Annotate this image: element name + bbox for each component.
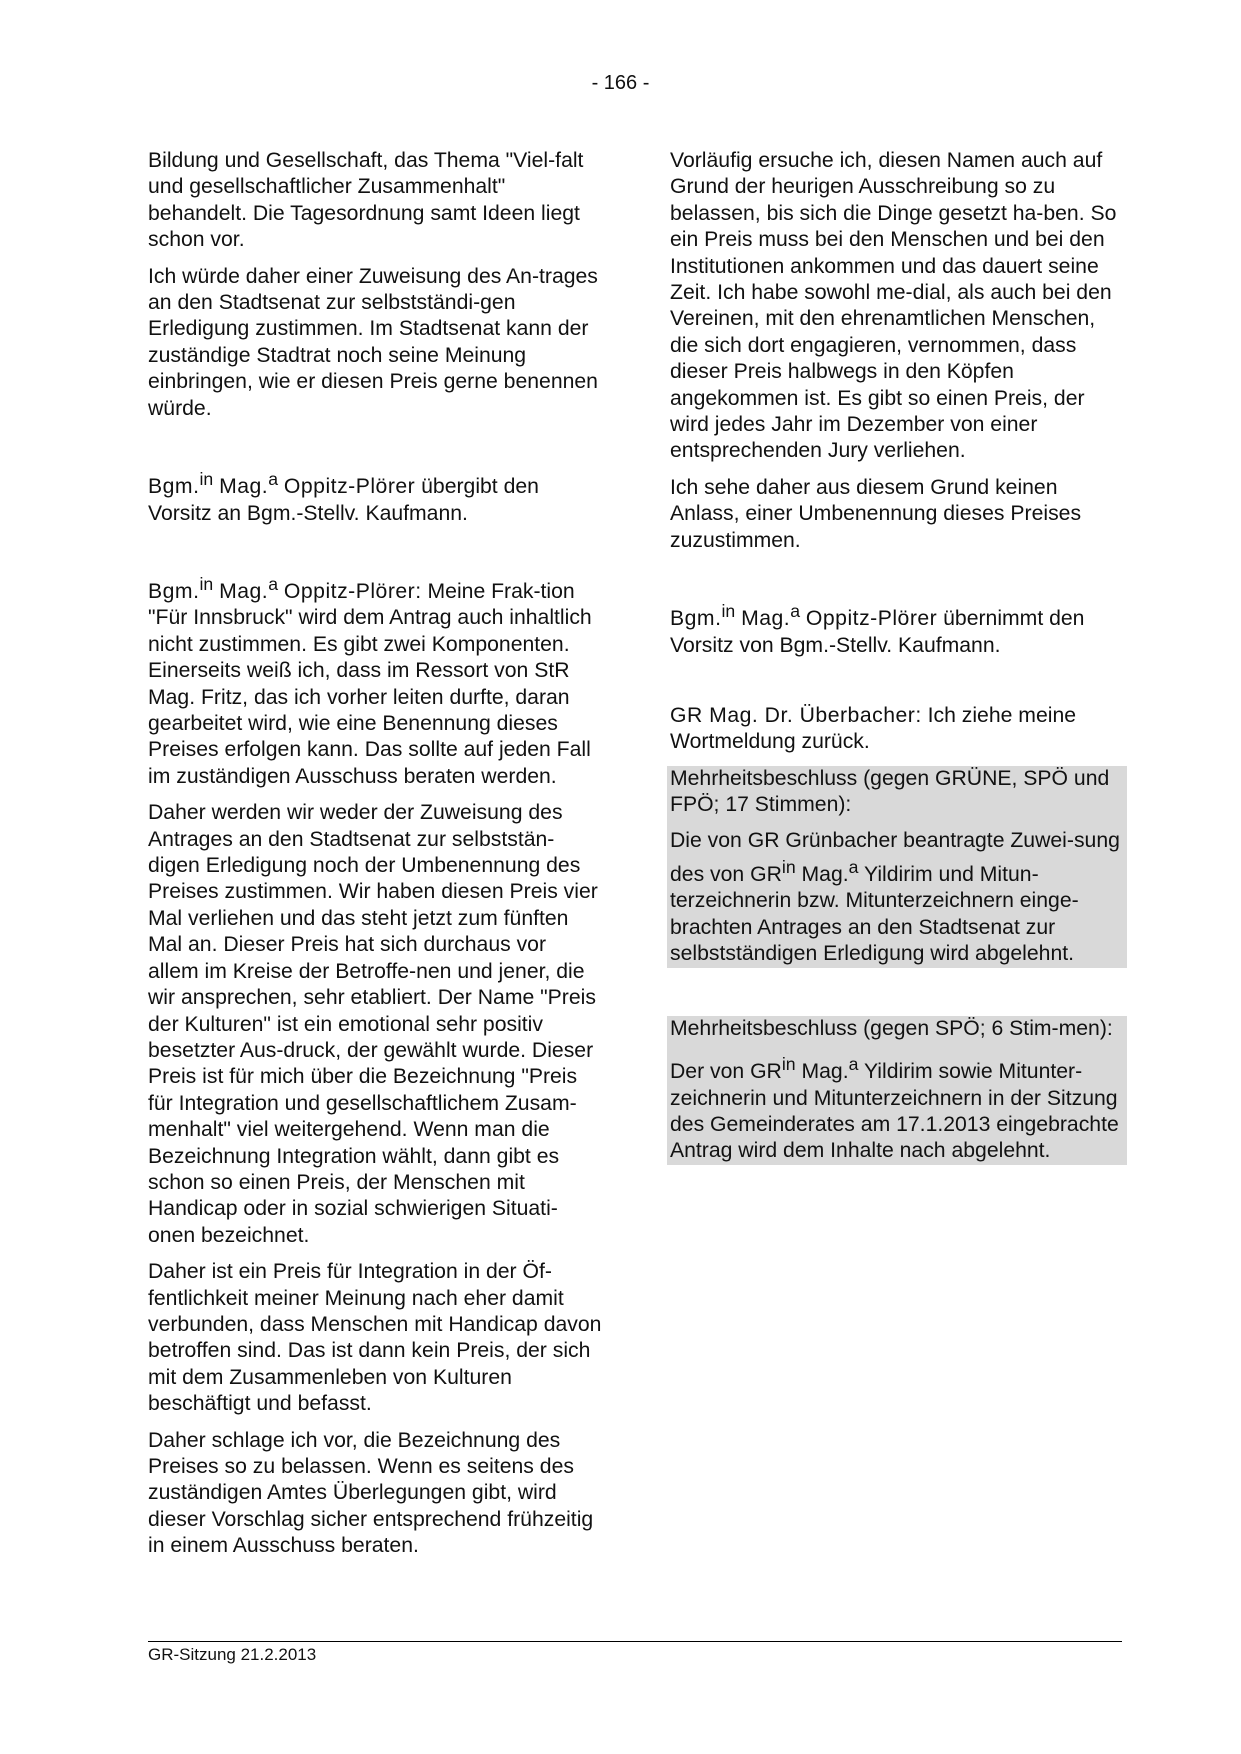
- withdrawal-paragraph: [670, 703, 1124, 756]
- superscript: in: [199, 469, 214, 490]
- superscript: a: [848, 1054, 859, 1075]
- resolution-text-part: Die von GR Grünbacher beantragte Zuwei-sung des von GR: [670, 828, 1120, 887]
- resolution-text-part: Yildirim sowie Mitunter-zeichnerin und Mitunterzeichnern in der Sitzung des Gemeinderates am 17.1.2013 eingebrachte Antrag wird dem Inhalte nach abgelehnt.: [670, 1060, 1119, 1163]
- footer-divider: [148, 1641, 1122, 1642]
- resolution-text-part: Der von GR: [670, 1060, 782, 1084]
- paragraph: Daher werden wir weder der Zuweisung des Antrages an den Stadtsenat zur selbststän-digen Erledigung noch der Umbenennung des Preises zustimmen. Wir haben diesen Preis vier Mal verliehen und das steht jetzt zum fünften Mal an. Dieser Preis hat sich durchaus vor allem im Kreise der Betroffe-nen und jener, die wir ansprechen, sehr etabliert. Der Name "Preis der Kulturen" ist ein emotional sehr positiv besetzter Aus-druck, der gewählt wurde. Dieser Preis ist für mich über die Bezeichnung "Preis für Integration und gesellschaftlichem Zusam-menhalt" viel weitergehend. Wenn man die Bezeichnung Integration wählt, dann gibt es schon so einen Preis, der Menschen mit Handicap oder in sozial schwierigen Situati-onen bezeichnet.: [148, 801, 598, 1247]
- paragraph: Bildung und Gesellschaft, das Thema "Viel-falt und gesellschaftlicher Zusammenhalt" behandelt. Die Tagesordnung samt Ideen liegt schon vor.: [148, 149, 584, 252]
- note-text: übergibt den Vorsitz an Bgm.-Stellv. Kaufmann.: [148, 475, 539, 525]
- resolution-box-1: [667, 766, 1127, 968]
- right-column: [670, 148, 1124, 1175]
- paragraph: Ich sehe daher aus diesem Grund keinen Anlass, einer Umbenennung dieses Preises zuzustimmen.: [670, 475, 1082, 552]
- paragraph: Daher schlage ich vor, die Bezeichnung des Preises so zu belassen. Wenn es seitens des zuständigen Amtes Überlegungen gibt, wird dieser Vorschlag sicher entsprechend frühzeitig in einem Ausschuss beraten.: [148, 1428, 594, 1558]
- superscript: in: [781, 857, 796, 877]
- page-number: - 166 -: [591, 72, 650, 94]
- superscript: a: [848, 857, 859, 877]
- speaker-name: Oppitz-Plörer: [805, 607, 938, 631]
- speaker-mag: Mag.: [219, 475, 269, 499]
- chair-takeover-note: [670, 598, 1124, 659]
- speaker-name: Oppitz-Plörer:: [283, 580, 422, 603]
- superscript: in: [721, 601, 736, 622]
- resolution-text-part: Mag.: [801, 863, 849, 887]
- resolution-text: [670, 828, 1124, 968]
- withdrawal-text: Ich ziehe meine Wortmeldung zurück.: [670, 703, 1077, 754]
- paragraph: Ich würde daher einer Zuweisung des An-trages an den Stadtsenat zur selbstständi-gen Erledigung zustimmen. Im Stadtsenat kann der zuständige Stadtrat noch seine Meinung einbringen, wie er diesen Preis gerne benennen würde.: [148, 264, 598, 420]
- footer-text: GR-Sitzung 21.2.2013: [148, 1645, 317, 1664]
- speech-paragraph: [148, 571, 602, 790]
- speaker-title: Bgm.: [148, 580, 200, 603]
- superscript: a: [268, 469, 279, 490]
- paragraph: Vorläufig ersuche ich, diesen Namen auch auf Grund der heurigen Ausschreibung so zu belassen, bis sich die Dinge gesetzt ha-ben. So ein Preis muss bei den Menschen und bei den Institutionen ankommen und das dauert seine Zeit. Ich habe sowohl me-dial, als auch bei den Vereinen, mit den ehrenamtlichen Menschen, die sich dort engagieren, vernommen, dass dieser Preis halbwegs in den Köpfen angekommen ist. Es gibt so einen Preis, der wird jedes Jahr im Dezember von einer entsprechenden Jury verliehen.: [670, 149, 1117, 463]
- resolution-text-part: Mag.: [801, 1060, 849, 1084]
- chair-handover-note: [148, 466, 602, 527]
- paragraph: Daher ist ein Preis für Integration in der Öf-fentlichkeit meiner Meinung nach eher damit verbunden, dass Menschen mit Handicap davon betroffen sind. Das ist dann kein Preis, der sich mit dem Zusammenleben von Kulturen beschäftigt und befasst.: [148, 1260, 602, 1416]
- resolution-heading: Mehrheitsbeschluss (gegen SPÖ; 6 Stim-men):: [670, 1016, 1113, 1040]
- speaker-mag: Mag.: [741, 607, 791, 631]
- speaker-name: Oppitz-Plörer: [283, 475, 416, 499]
- speaker-title: Bgm.: [148, 475, 200, 499]
- resolution-heading: Mehrheitsbeschluss (gegen GRÜNE, SPÖ und FPÖ; 17 Stimmen):: [670, 766, 1110, 817]
- speaker-mag: Mag.: [219, 580, 269, 603]
- speaker-name: GR Mag. Dr. Überbacher:: [670, 703, 922, 727]
- resolution-text-part: Yildirim und Mitun-terzeichnerin bzw. Mitunterzeichnern einge-brachten Antrages an den Stadtsenat zur selbstständigen Erledigung wird abgelehnt.: [670, 863, 1079, 966]
- speech-text: Meine Frak-tion "Für Innsbruck" wird dem Antrag auch inhaltlich nicht zustimmen. Es gibt zwei Komponenten. Einerseits weiß ich, dass im Ressort von StR Mag. Fritz, das ich vorher leiten durfte, daran gearbeitet wird, wie eine Benennung dieses Preises erfolgen kann. Das sollte auf jeden Fall im zuständigen Ausschuss beraten werden.: [148, 580, 592, 788]
- superscript: in: [199, 573, 214, 594]
- resolution-text: [670, 1051, 1124, 1165]
- superscript: a: [268, 573, 279, 594]
- speaker-title: Bgm.: [670, 607, 722, 631]
- superscript: a: [790, 601, 801, 622]
- note-text: übernimmt den Vorsitz von Bgm.-Stellv. Kaufmann.: [670, 607, 1085, 657]
- superscript: in: [781, 1054, 796, 1075]
- left-column: [148, 148, 602, 1570]
- resolution-box-2: [667, 1016, 1127, 1165]
